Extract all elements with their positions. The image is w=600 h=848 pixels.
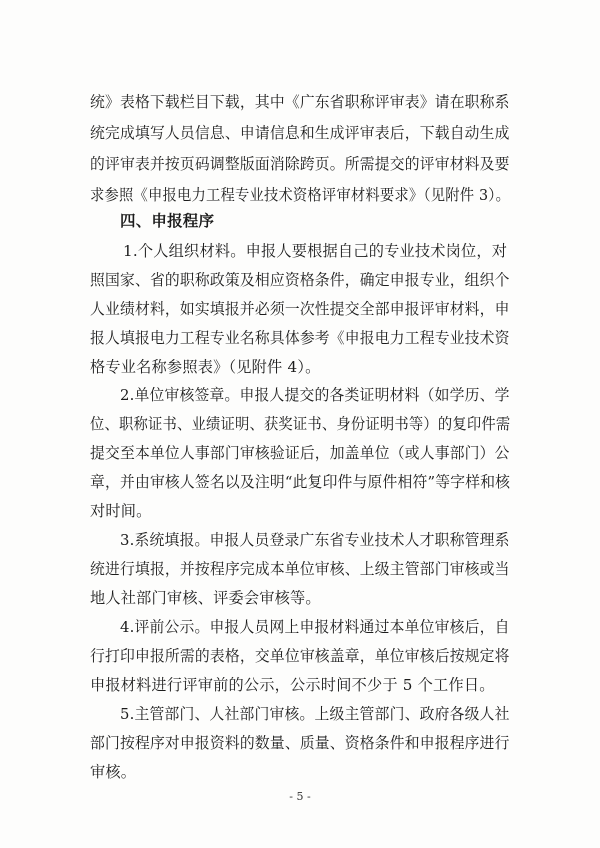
text-line: 提交至本单位人事部门审核验证后，加盖单位（或人事部门）公 — [90, 444, 510, 462]
text-line: 5.主管部门、人社部门审核。上级主管部门、政府各级人社 — [120, 705, 510, 723]
text-line: 照国家、省的职称政策及相应资格条件，确定申报专业，组织个 — [90, 271, 510, 289]
text-line: 地人社部门审核、评委会审核等。 — [90, 589, 321, 607]
text-line: 报人填报电力工程专业名称具体参考《申报电力工程专业技术资 — [90, 329, 510, 347]
text-line: 部门按程序对申报资料的数量、质量、资格条件和申报程序进行 — [90, 734, 510, 752]
text-line: 审核。 — [90, 763, 137, 781]
text-line: 统进行填报，并按程序完成本单位审核、上级主管部门审核或当 — [90, 560, 510, 578]
text-line: 的评审表并按页码调整版面消除跨页。所需提交的评审材料及要 — [90, 155, 510, 173]
text-line: 4.评前公示。申报人员网上申报材料通过本单位审核后，自 — [120, 618, 510, 636]
text-line: 2.单位审核签章。申报人提交的各类证明材料（如学历、学 — [120, 386, 510, 404]
text-line: 求参照《申报电力工程专业技术资格评审材料要求》（见附件 3）。 — [90, 186, 511, 204]
text-line: 统完成填写人员信息、申请信息和生成评审表后，下载自动生成 — [90, 124, 510, 142]
text-line: 3.系统填报。申报人员登录广东省专业技术人才职称管理系 — [120, 531, 510, 549]
text-line: 位、职称证书、业绩证明、获奖证书、身份证明书等）的复印件需 — [90, 415, 511, 433]
text-line: 章，并由审核人签名以及注明“此复印件与原件相符”等字样和核 — [90, 473, 511, 491]
section-heading: 四、申报程序 — [120, 212, 215, 230]
text-line: 申报材料进行评审前的公示，公示时间不少于 5 个工作日。 — [90, 676, 495, 694]
text-line: 对时间。 — [90, 502, 152, 520]
text-line: 统》表格下载栏目下载，其中《广东省职称评审表》请在职称系 — [90, 93, 510, 111]
text-line: 1.个人组织材料。申报人要根据自己的专业技术岗位，对 — [123, 242, 508, 260]
text-line: 行打印申报所需的表格，交单位审核盖章，单位审核后按规定将 — [90, 647, 510, 665]
text-line: 格专业名称参照表》（见附件 4）。 — [90, 358, 321, 376]
text-line: 人业绩材料，如实填报并必须一次性提交全部申报评审材料，申 — [90, 300, 510, 318]
page-number: - 5 - — [289, 790, 311, 803]
